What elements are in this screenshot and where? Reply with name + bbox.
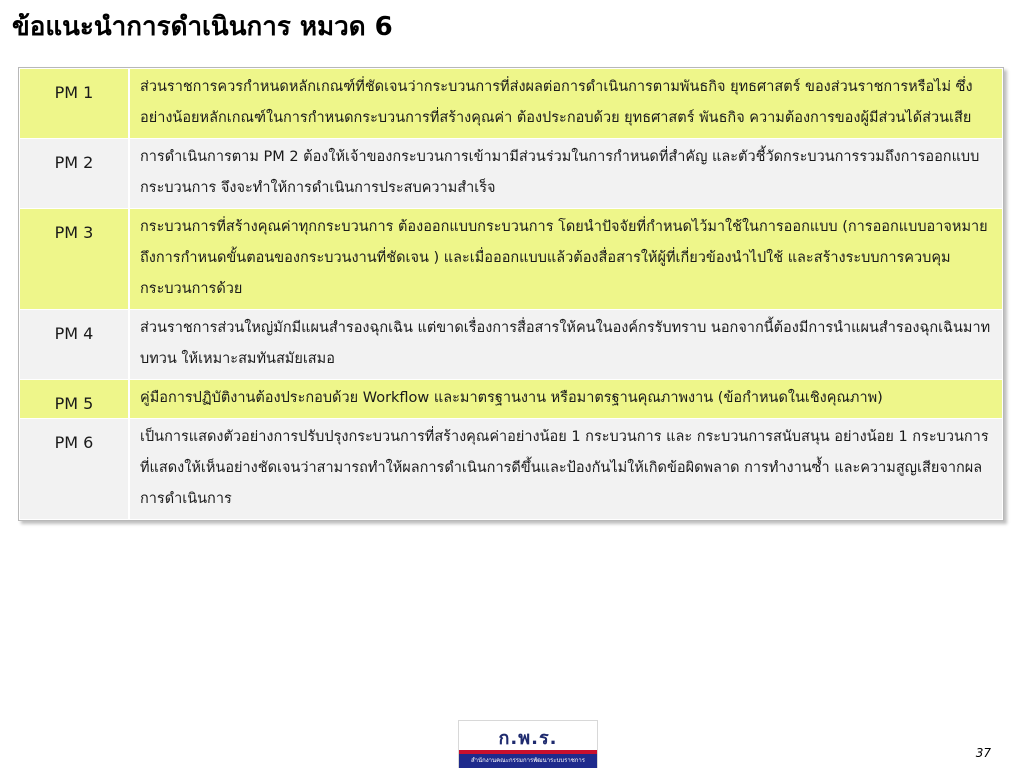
table-row <box>20 139 1003 209</box>
row-text: การดำเนินการตาม PM 2 ต้องให้เจ้าของกระบวนการเข้ามามีส่วนร่วมในการกำหนดที่สำคัญ และตัวชี้วัดกระบวนการรวมถึงการออกแบบกระบวนการ จึงจะทำให้การดำเนินการประสบความสำเร็จ <box>129 139 1003 209</box>
page-number: 37 <box>975 746 991 760</box>
table-row <box>20 380 1003 419</box>
row-code: PM 6 <box>20 419 130 520</box>
page-title: ข้อแนะนำการดำเนินการ หมวด 6 <box>12 12 393 42</box>
table-row <box>20 209 1003 310</box>
row-code: PM 1 <box>20 69 130 139</box>
row-text: กระบวนการที่สร้างคุณค่าทุกกระบวนการ ต้องออกแบบกระบวนการ โดยนำปัจจัยที่กำหนดไว้มาใช้ในการออกแบบ (การออกแบบอาจหมายถึงการกำหนดขั้นตอนของกระบวนงานที่ชัดเจน ) และเมื่อออกแบบแล้วต้องสื่อสารให้ผู้ที่เกี่ยวข้องนำไปใช้ และสร้างระบบการควบคุมกระบวนการด้วย <box>129 209 1003 310</box>
logo-subtitle: สำนักงานคณะกรรมการพัฒนาระบบราชการ <box>470 757 586 764</box>
row-text: ส่วนราชการส่วนใหญ่มักมีแผนสำรองฉุกเฉิน แต่ขาดเรื่องการสื่อสารให้คนในองค์กรรับทราบ นอกจากนี้ต้องมีการนำแผนสำรองฉุกเฉินมาทบทวน ให้เหมาะสมทันสมัยเสมอ <box>129 310 1003 380</box>
logo-title: ก.พ.ร. <box>498 728 558 749</box>
row-code: PM 3 <box>20 209 130 310</box>
row-text: คู่มือการปฏิบัติงานต้องประกอบด้วย Workflow และมาตรฐานงาน หรือมาตรฐานคุณภาพงาน (ข้อกำหนดในเชิงคุณภาพ) <box>129 380 1003 419</box>
row-text: เป็นการแสดงตัวอย่างการปรับปรุงกระบวนการที่สร้างคุณค่าอย่างน้อย 1 กระบวนการ และ กระบวนการสนับสนุน อย่างน้อย 1 กระบวนการ ที่แสดงให้เห็นอย่างชัดเจนว่าสามารถทำให้ผลการดำเนินการดีขึ้นและป้องกันไม่ให้เกิดข้อผิดพลาด การทำงานซ้ำ และความสูญเสียจากผลการดำเนินการ <box>129 419 1003 520</box>
opdc-logo <box>459 721 597 768</box>
row-code: PM 5 <box>20 380 130 419</box>
table-row <box>20 69 1003 139</box>
table-row <box>20 310 1003 380</box>
row-code: PM 2 <box>20 139 130 209</box>
row-text: ส่วนราชการควรกำหนดหลักเกณฑ์ที่ชัดเจนว่ากระบวนการที่ส่งผลต่อการดำเนินการตามพันธกิจ ยุทธศาสตร์ ของส่วนราชการหรือไม่ ซึ่งอย่างน้อยหลักเกณฑ์ในการกำหนดกระบวนการที่สร้างคุณค่า ต้องประกอบด้วย ยุทธศาสตร์ พันธกิจ ความต้องการของผู้มีส่วนได้ส่วนเสีย <box>129 69 1003 139</box>
table-row <box>20 419 1003 520</box>
recommendations-table <box>18 67 1004 521</box>
row-code: PM 4 <box>20 310 130 380</box>
table <box>19 68 1003 520</box>
